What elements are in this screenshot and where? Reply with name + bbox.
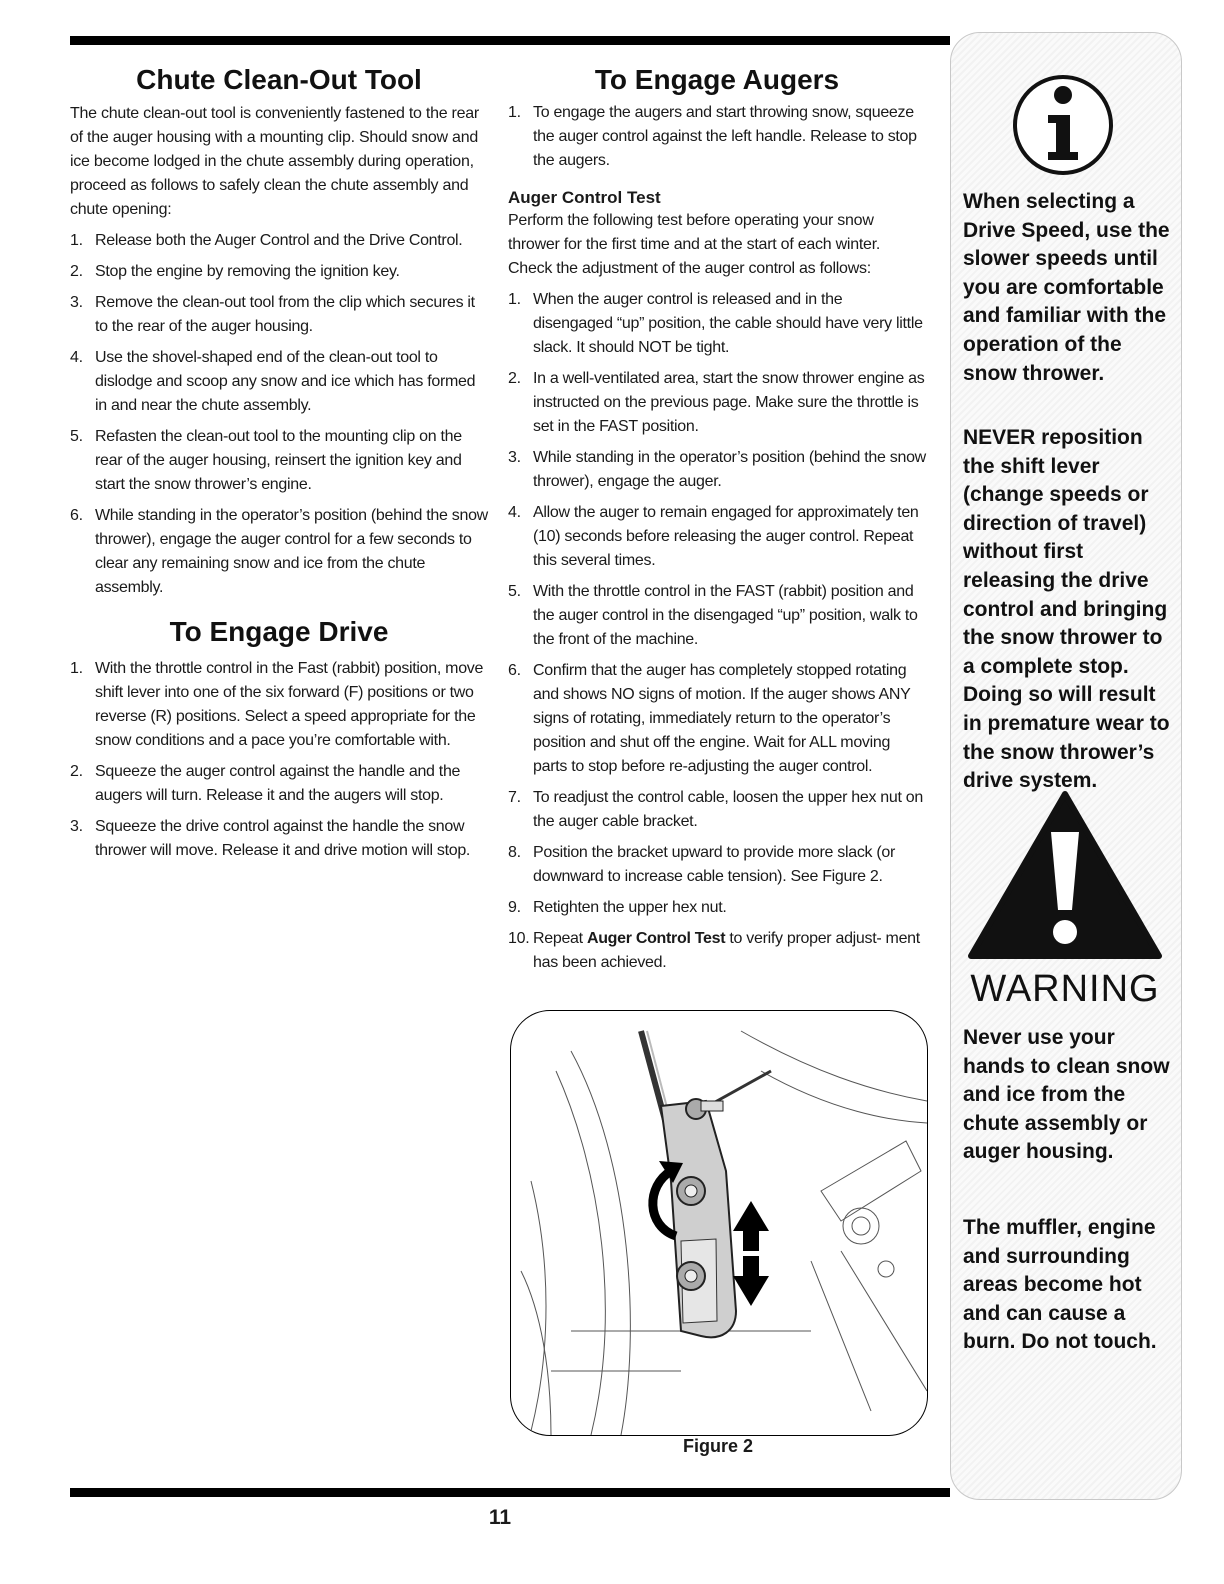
list-item: 1. Release both the Auger Control and the Drive Control. — [70, 232, 463, 249]
list-item: 1. To engage the augers and start throwing snow, squeeze the auger control against the left handle. Release to stop the augers. — [508, 104, 917, 169]
test-intro: Perform the following test before operating your snow thrower for the first time and at the start of each winter. Check the adjustment of the auger control as follows: — [508, 212, 881, 277]
chute-tool-heading: Chute Clean-Out Tool — [136, 64, 422, 95]
chute-intro: The chute clean-out tool is conveniently fastened to the rear of the auger housing with a mounting clip. Should snow and ice become lodged in the chute assembly during operation, proceed as follows to safely clean the chute assembly and chute opening: — [70, 105, 480, 218]
test-steps — [508, 288, 926, 975]
auger-control-test-heading: Auger Control Test — [508, 188, 661, 207]
left-column — [70, 62, 488, 863]
muffler-warning: The muffler, engine and surrounding areas become hot and can cause a burn. Do not touch. — [963, 1216, 1157, 1354]
list-item: 10. Repeat Auger Control Test to verify proper adjust- ment has been achieved. — [508, 930, 920, 971]
list-item: 7. To readjust the control cable, loosen the upper hex nut on the auger cable bracket. — [508, 789, 923, 830]
auger-bracket-drawing — [511, 1011, 927, 1435]
drive-steps — [70, 657, 488, 863]
list-item: 1. When the auger control is released and in the disengaged “up” position, the cable should have very little slack. It should NOT be tight. — [508, 291, 923, 356]
list-item: 2. Stop the engine by removing the ignition key. — [70, 263, 400, 280]
info-icon — [1008, 70, 1118, 180]
list-item: 3. Squeeze the drive control against the handle the snow thrower will move. Release it and drive motion will stop. — [70, 818, 471, 859]
page-number: 11 — [488, 1506, 512, 1529]
middle-column — [508, 62, 926, 975]
bottom-rule — [70, 1488, 950, 1497]
list-item: 5. With the throttle control in the FAST (rabbit) position and the auger control in the disengaged “up” position, walk to the front of the machine. — [508, 583, 918, 648]
figure-caption: Figure 2 — [682, 1436, 753, 1456]
list-item: 6. Confirm that the auger has completely stopped rotating and shows NO signs of motion. If the auger shows ANY signs of rotating, immediately return to the operator’s position and shut off the engine. Wait for ALL moving parts to stop before re-adjusting the auger control. — [508, 662, 911, 775]
engage-augers-heading: To Engage Augers — [594, 64, 840, 95]
engage-drive-heading: To Engage Drive — [169, 616, 389, 647]
chute-steps — [70, 229, 488, 600]
list-item: 4. Allow the auger to remain engaged for approximately ten (10) seconds before releasing the auger control. Repeat this several times. — [508, 504, 919, 569]
warning-triangle-icon — [967, 790, 1163, 960]
warning-label: WARNING — [970, 968, 1160, 1010]
list-item: 1. With the throttle control in the Fast (rabbit) position, move shift lever into one of the six forward (F) positions or two reverse (R) positions. Select a speed appropriate for the snow conditions and a pace you’re comfortable with. — [70, 660, 484, 749]
top-rule — [70, 36, 950, 45]
list-item: 9. Retighten the upper hex nut. — [508, 899, 727, 916]
list-item: 2. Squeeze the auger control against the handle and the augers will turn. Release it and the augers will stop. — [70, 763, 461, 804]
list-item: 3. Remove the clean-out tool from the clip which secures it to the rear of the auger housing. — [70, 294, 475, 335]
list-item: 6. While standing in the operator’s position (behind the snow thrower), engage the auger control for a few seconds to clear any remaining snow and ice from the chute assembly. — [70, 507, 488, 596]
list-item: 8. Position the bracket upward to provide more slack (or downward to increase cable tension). See Figure 2. — [508, 844, 896, 885]
list-item: 4. Use the shovel-shaped end of the clean-out tool to dislodge and scoop any snow and ice which has formed in and near the chute assembly. — [70, 349, 476, 414]
list-item: 2. In a well-ventilated area, start the snow thrower engine as instructed on the previous page. Make sure the throttle is set in the FAST position. — [508, 370, 925, 435]
hands-warning: Never use your hands to clean snow and ice from the chute assembly or auger housing. — [963, 1026, 1170, 1164]
figure-2-illustration — [510, 1010, 928, 1436]
shift-lever-note: NEVER reposition the shift lever (change speeds or direction of travel) without first releasing the drive control and bringing the snow thrower to a complete stop. Doing so will result in premature wear to the snow thrower’s drive system. — [963, 426, 1170, 793]
drive-speed-note: When selecting a Drive Speed, use the slower speeds until you are comfortable and familiar with the operation of the snow thrower. — [963, 190, 1170, 385]
augers-steps — [508, 101, 926, 173]
list-item: 5. Refasten the clean-out tool to the mounting clip on the rear of the auger housing, reinsert the ignition key and start the snow thrower’s engine. — [70, 428, 462, 493]
list-item: 3. While standing in the operator’s position (behind the snow thrower), engage the auger. — [508, 449, 926, 490]
